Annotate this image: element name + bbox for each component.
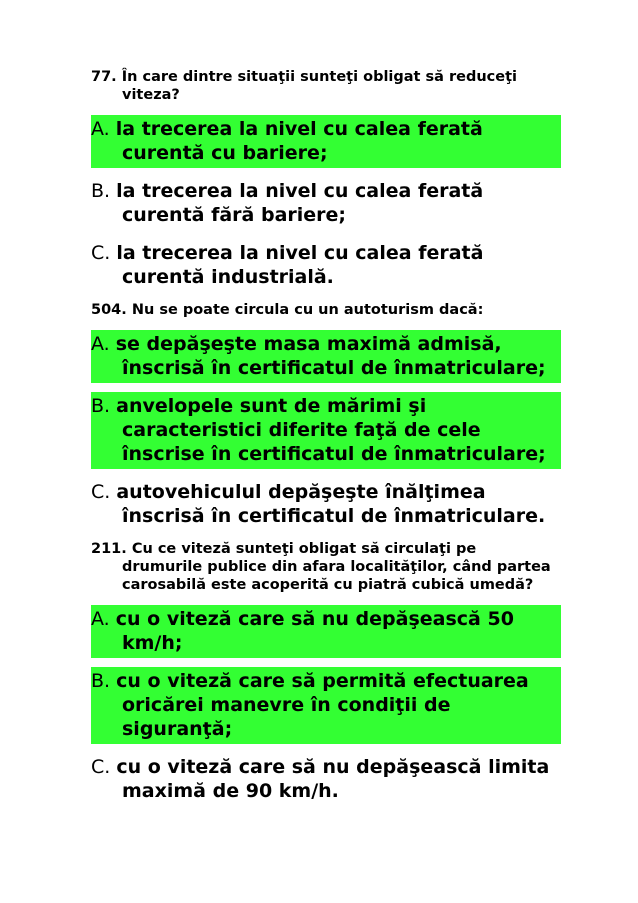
answer-option[interactable] bbox=[91, 330, 561, 383]
answer-letter: A. bbox=[91, 333, 110, 355]
answer-text: cu o viteză care să permită efectuarea oricărei manevre în condiţii de siguranţă; bbox=[116, 670, 529, 740]
answer-letter: B. bbox=[91, 670, 111, 692]
question-77: 77. În care dintre situaţii sunteţi obligat să reduceţi viteza? bbox=[91, 69, 518, 103]
answer-text: la trecerea la nivel cu calea ferată curentă cu bariere; bbox=[115, 118, 483, 164]
answer-option[interactable] bbox=[91, 115, 561, 168]
answer-option[interactable] bbox=[91, 667, 561, 744]
quiz-page bbox=[91, 68, 561, 815]
answer-text: la trecerea la nivel cu calea ferată curentă industrială. bbox=[116, 242, 484, 288]
question-504: 504. Nu se poate circula cu un autoturism dacă: bbox=[91, 302, 484, 318]
answer-letter: A. bbox=[91, 608, 110, 630]
answer-letter: A. bbox=[91, 118, 110, 140]
answer-option[interactable] bbox=[91, 177, 561, 230]
answer-option[interactable] bbox=[91, 753, 561, 806]
answer-text: cu o viteză care să nu depăşească 50 km/h; bbox=[115, 608, 514, 654]
answer-option[interactable] bbox=[91, 478, 561, 531]
answer-text: anvelopele sunt de mărimi şi caracteristici diferite faţă de cele înscrise în certificatul de înmatriculare; bbox=[116, 395, 546, 465]
answer-letter: B. bbox=[91, 395, 111, 417]
answer-letter: C. bbox=[91, 242, 111, 264]
answer-letter: B. bbox=[91, 180, 111, 202]
answer-option[interactable] bbox=[91, 392, 561, 469]
answer-letter: C. bbox=[91, 756, 111, 778]
answer-text: se depăşeşte masa maximă admisă, înscrisă în certificatul de înmatriculare; bbox=[115, 333, 546, 379]
answer-text: la trecerea la nivel cu calea ferată curentă fără bariere; bbox=[116, 180, 484, 226]
answer-option[interactable] bbox=[91, 605, 561, 658]
answer-text: autovehiculul depăşeşte înălţimea înscrisă în certificatul de înmatriculare. bbox=[116, 481, 546, 527]
answer-letter: C. bbox=[91, 481, 111, 503]
answer-text: cu o viteză care să nu depăşească limita maximă de 90 km/h. bbox=[116, 756, 550, 802]
answer-option[interactable] bbox=[91, 239, 561, 292]
question-211: 211. Cu ce viteză sunteţi obligat să circulaţi pe drumurile publice din afara localităţilor, când partea carosabilă este acoperită cu piatră cubică umedă? bbox=[91, 541, 551, 593]
